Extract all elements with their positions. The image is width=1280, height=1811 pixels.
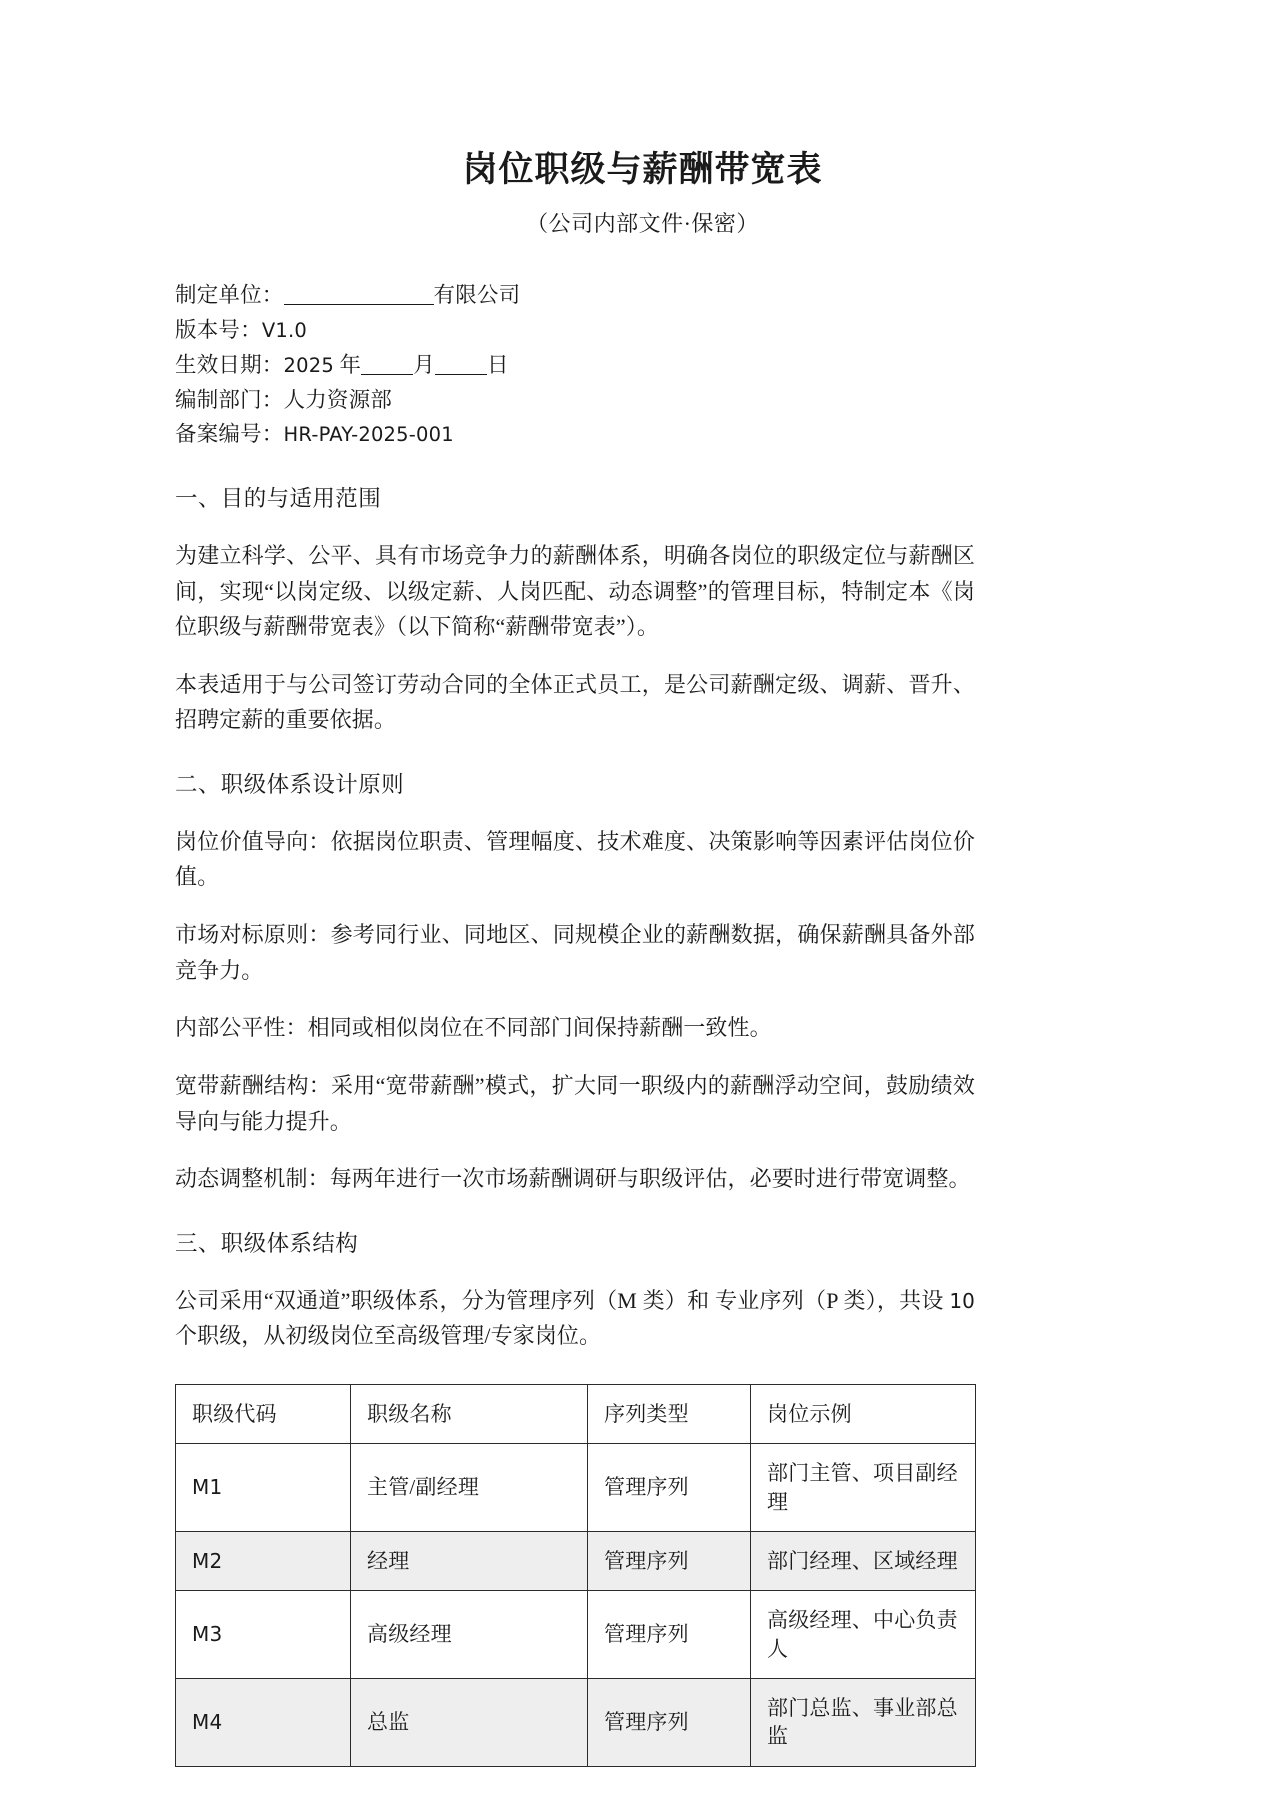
effective-month-unit: 月 <box>413 352 435 377</box>
cell-rank-name: 主管/副经理 <box>351 1444 588 1532</box>
paragraph-principle-broadband-structure: 宽带薪酬结构：采用“宽带薪酬”模式，扩大同一职级内的薪酬浮动空间，鼓励绩效导向与能力提升。 <box>175 1072 975 1134</box>
meta-value-filing-number: HR-PAY-2025-001 <box>283 423 454 447</box>
meta-line-department <box>175 383 1120 418</box>
paragraph-principle-dynamic-adjustment: 动态调整机制：每两年进行一次市场薪酬调研与职级评估，必要时进行带宽调整。 <box>175 1166 971 1192</box>
table-row <box>176 1531 976 1590</box>
cell-rank-examples: 部门总监、事业部总监 <box>751 1678 976 1766</box>
cell-rank-code: M1 <box>176 1444 351 1532</box>
cell-rank-name: 经理 <box>351 1531 588 1590</box>
document-metadata <box>175 278 1120 452</box>
table-row <box>176 1444 976 1532</box>
cell-rank-name: 总监 <box>351 1678 588 1766</box>
effective-year-value: 2025 <box>283 353 334 377</box>
paragraph-principle-job-value: 岗位价值导向：依据岗位职责、管理幅度、技术难度、决策影响等因素评估岗位价值。 <box>175 828 975 890</box>
paragraph-principle-market-benchmark: 市场对标原则：参考同行业、同地区、同规模企业的薪酬数据，确保薪酬具备外部竞争力。 <box>175 922 975 983</box>
cell-rank-examples: 部门经理、区域经理 <box>751 1531 976 1590</box>
meta-line-effective-date <box>175 348 1120 383</box>
meta-line-filing-number <box>175 417 1120 452</box>
structure-text-part1: 公司采用“双通道”职级体系，分为管理序列（M 类）和 专业序列（P 类），共设 <box>175 1287 944 1313</box>
column-header-examples: 岗位示例 <box>751 1384 976 1443</box>
meta-label-version: 版本号： <box>175 317 262 342</box>
page-title: 岗位职级与薪酬带宽表 <box>462 150 823 189</box>
paragraph-principle-internal-equity: 内部公平性：相同或相似岗位在不同部门间保持薪酬一致性。 <box>175 1015 772 1041</box>
meta-label-organization: 制定单位： <box>175 283 284 308</box>
cell-rank-code: M4 <box>176 1678 351 1766</box>
meta-label-department: 编制部门： <box>175 387 284 412</box>
section-heading-structure: 三、职级体系结构 <box>175 1230 359 1256</box>
effective-day-unit: 日 <box>486 352 509 377</box>
effective-month-blank-field[interactable] <box>361 374 413 375</box>
effective-year-unit: 年 <box>339 352 362 377</box>
paragraph-structure-overview <box>175 1283 975 1354</box>
cell-rank-examples: 部门主管、项目副经理 <box>751 1444 976 1532</box>
effective-day-blank-field[interactable] <box>435 374 487 375</box>
meta-line-version <box>175 313 1120 348</box>
structure-text-part2: 个职级，从初级岗位至高级管理/专家岗位。 <box>175 1323 602 1349</box>
cell-rank-code: M3 <box>176 1591 351 1679</box>
section-heading-purpose: 一、目的与适用范围 <box>175 486 382 512</box>
column-header-type: 序列类型 <box>588 1384 751 1443</box>
paragraph-purpose-2: 本表适用于与公司签订劳动合同的全体正式员工，是公司薪酬定级、调薪、晋升、招聘定薪的重要依据。 <box>175 671 975 733</box>
meta-suffix-organization: 有限公司 <box>433 283 521 308</box>
cell-rank-name: 高级经理 <box>351 1591 588 1679</box>
cell-rank-examples: 高级经理、中心负责人 <box>751 1591 976 1679</box>
section-heading-principles: 二、职级体系设计原则 <box>175 772 405 798</box>
rank-table <box>175 1384 976 1767</box>
organization-blank-field[interactable] <box>284 304 434 305</box>
rank-count-value: 10 <box>949 1288 975 1313</box>
meta-line-organization <box>175 278 1120 313</box>
cell-rank-type: 管理序列 <box>588 1591 751 1679</box>
cell-rank-code: M2 <box>176 1531 351 1590</box>
page-subtitle: （公司内部文件·保密） <box>526 211 759 237</box>
meta-value-version: V1.0 <box>261 318 307 342</box>
meta-label-effective-date: 生效日期： <box>175 352 284 377</box>
table-row <box>176 1591 976 1679</box>
column-header-code: 职级代码 <box>176 1384 351 1443</box>
table-row <box>176 1678 976 1766</box>
column-header-name: 职级名称 <box>351 1384 588 1443</box>
table-header-row <box>176 1384 976 1443</box>
cell-rank-type: 管理序列 <box>588 1444 751 1532</box>
meta-value-department: 人力资源部 <box>283 387 393 412</box>
cell-rank-type: 管理序列 <box>588 1678 751 1766</box>
cell-rank-type: 管理序列 <box>588 1531 751 1590</box>
meta-label-filing-number: 备案编号： <box>175 422 284 447</box>
paragraph-purpose-1: 为建立科学、公平、具有市场竞争力的薪酬体系，明确各岗位的职级定位与薪酬区间，实现“以岗定级、以级定薪、人岗匹配、动态调整”的管理目标，特制定本《岗位职级与薪酬带宽表》（以下简称“薪酬带宽表”）。 <box>175 542 975 640</box>
